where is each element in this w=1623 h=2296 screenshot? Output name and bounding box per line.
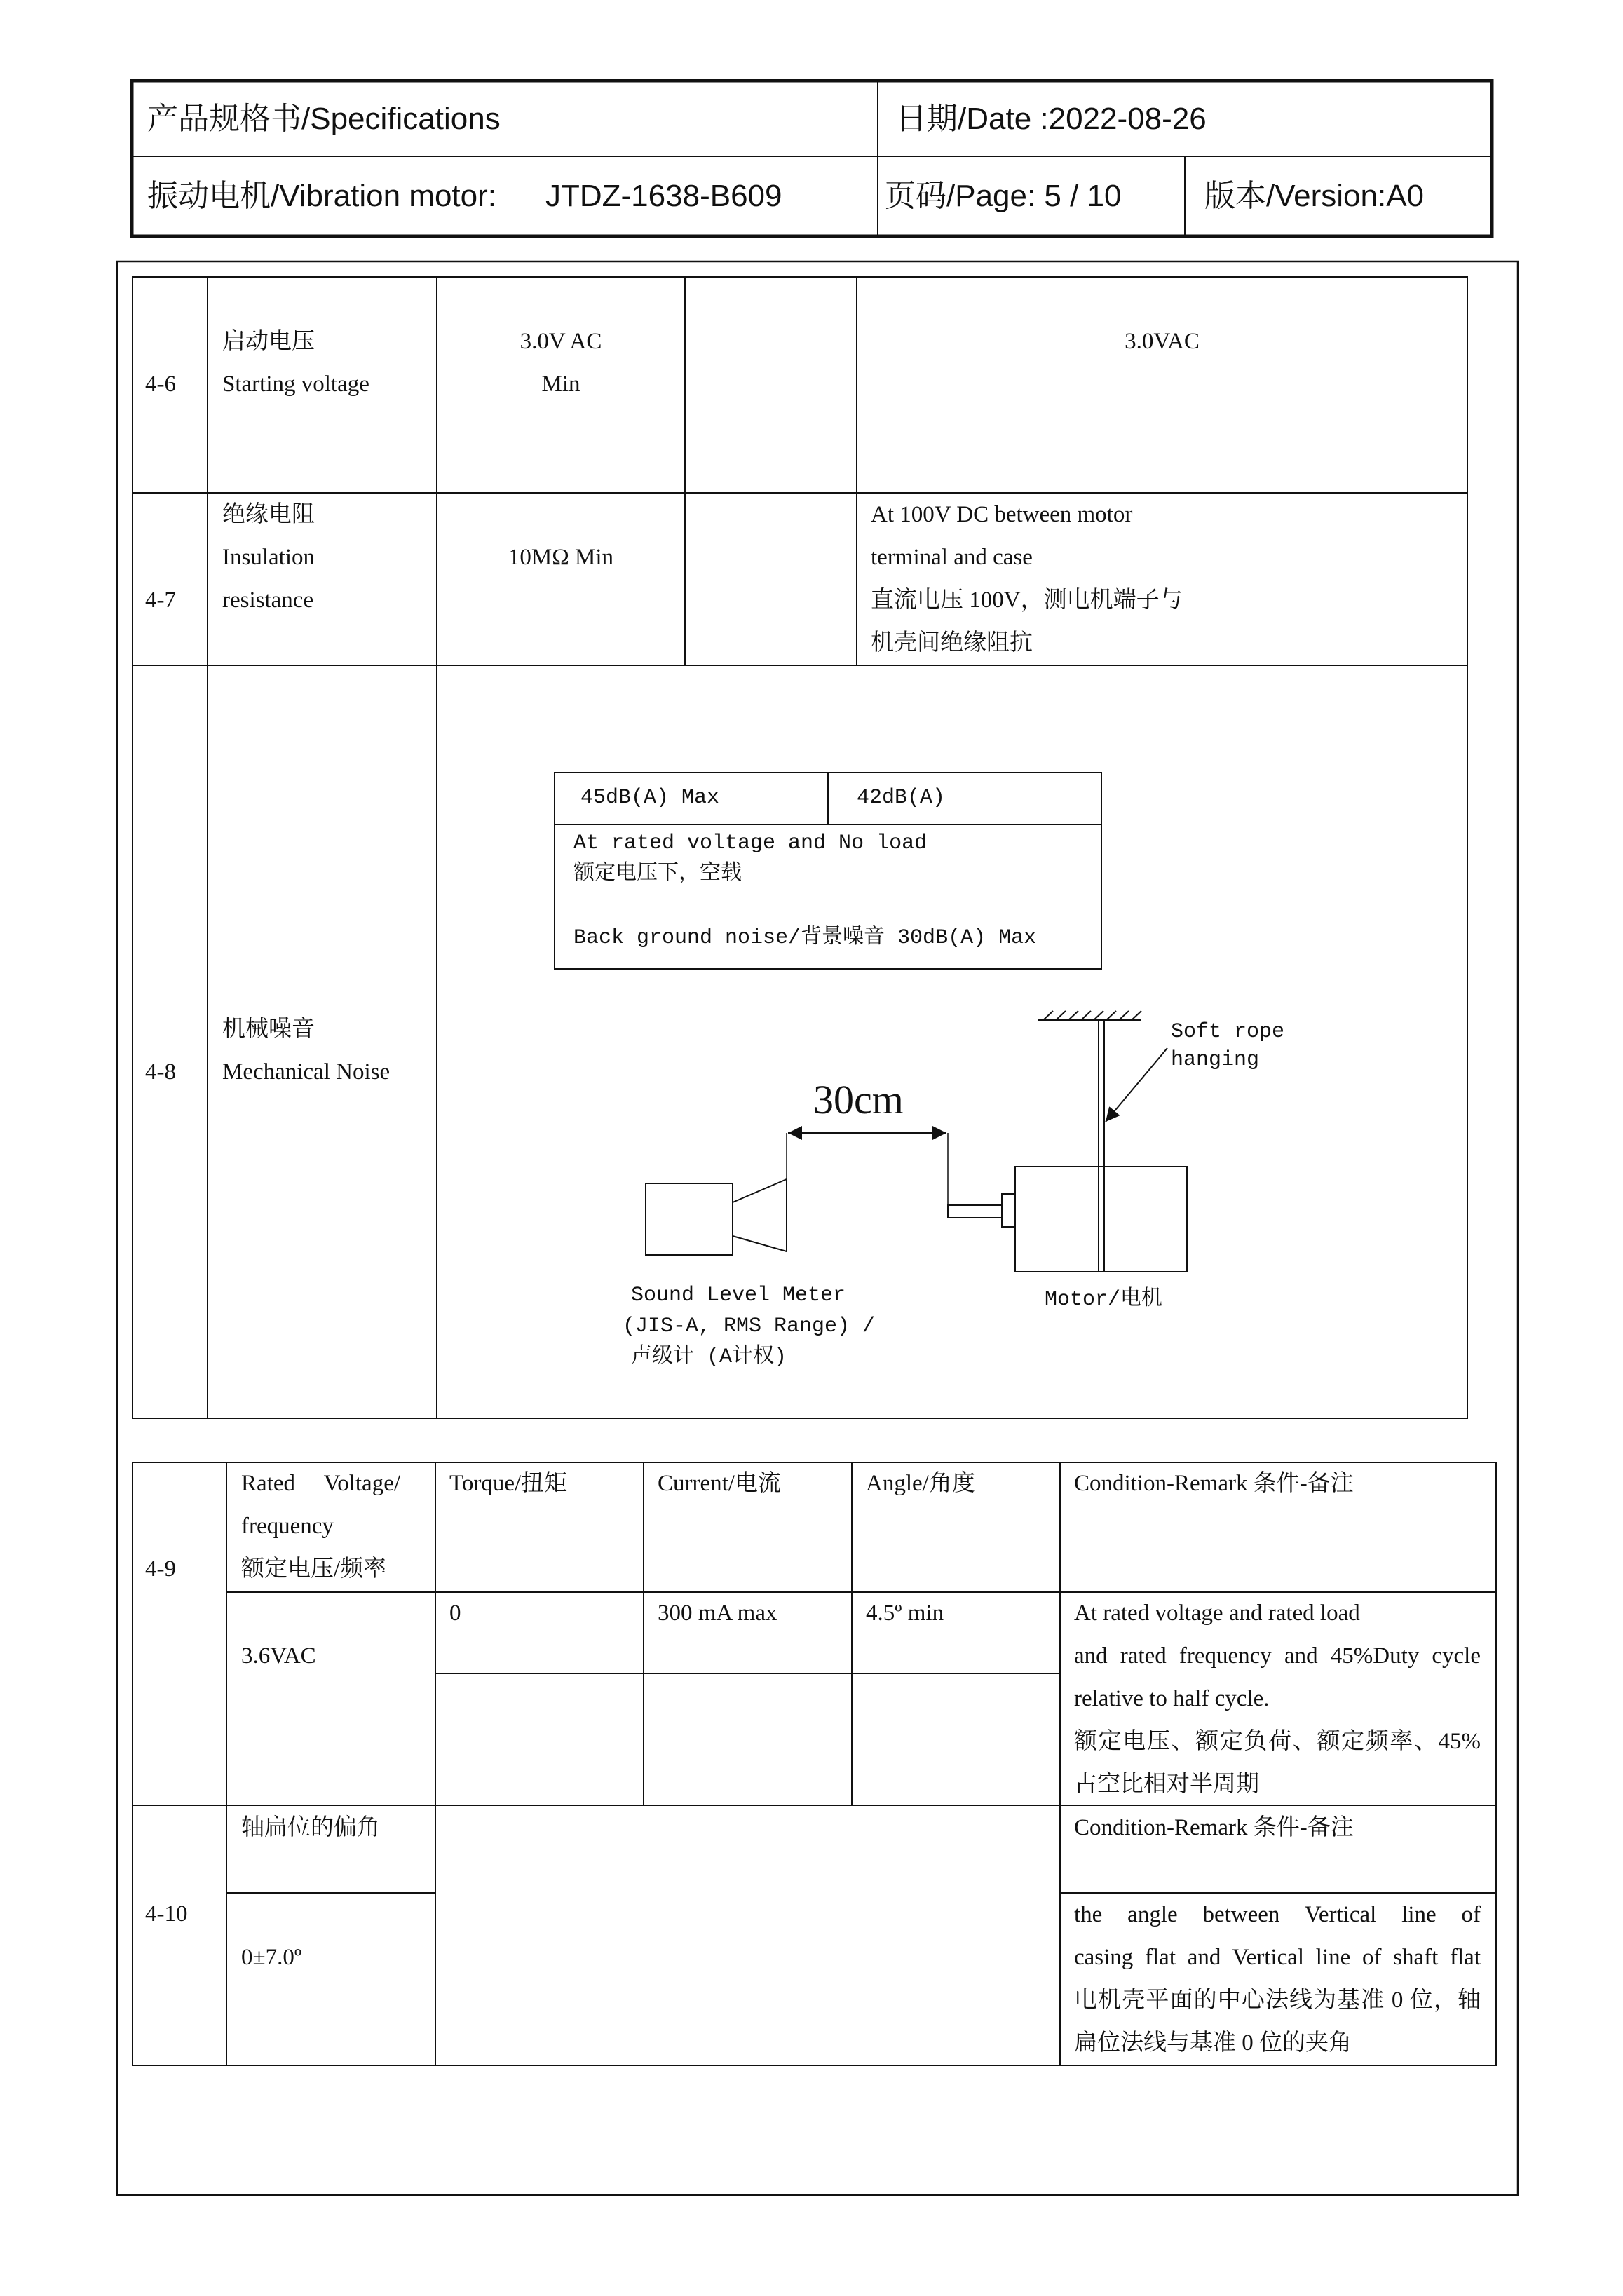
condition-4: 扁位法线与基准 0 位的夹角 bbox=[1074, 2030, 1352, 2056]
item-number: 4-10 bbox=[145, 1901, 188, 1927]
background-noise-note: Back ground noise/背景噪音 30dB(A) Max bbox=[573, 926, 1037, 950]
condition-1: the angle between Vertical line of bbox=[1074, 1902, 1481, 1927]
rated-voltage-value: 3.6VAC bbox=[241, 1643, 316, 1669]
current-value: 300 mA max bbox=[658, 1601, 777, 1626]
header-current: Current/电流 bbox=[658, 1471, 781, 1496]
condition-2: casing flat and Vertical line of shaft flat bbox=[1074, 1945, 1481, 1970]
condition-5: 占空比相对半周期 bbox=[1074, 1772, 1259, 1797]
item-name-en: Starting voltage bbox=[222, 372, 369, 397]
condition-3: 电机壳平面的中心法线为基准 0 位，轴 bbox=[1074, 1988, 1481, 2013]
noise-note-cn: 额定电压下，空载 bbox=[573, 862, 742, 886]
header-voltage-2: frequency bbox=[241, 1514, 334, 1539]
product-name: 振动电机/Vibration motor: bbox=[147, 179, 497, 213]
hanging-label: hanging bbox=[1171, 1048, 1260, 1072]
item-number: 4-7 bbox=[145, 587, 176, 613]
distance-label: 30cm bbox=[813, 1077, 904, 1122]
angle-value: 4.5º min bbox=[866, 1601, 944, 1626]
doc-version: 版本/Version:A0 bbox=[1204, 179, 1425, 213]
condition-4: 额定电压、额定负荷、额定频率、45% bbox=[1074, 1729, 1481, 1754]
motor-label: Motor/电机 bbox=[1045, 1288, 1163, 1312]
header-torque: Torque/扭矩 bbox=[449, 1471, 568, 1496]
sound-meter-label: Sound Level Meter bbox=[631, 1284, 846, 1307]
header-condition: Condition-Remark 条件-备注 bbox=[1074, 1471, 1354, 1496]
item-condition: 3.0VAC bbox=[1125, 329, 1200, 354]
page-number: 页码/Page: 5 / 10 bbox=[885, 179, 1122, 213]
item-condition-2: terminal and case bbox=[871, 545, 1033, 570]
header-condition: Condition-Remark 条件-备注 bbox=[1074, 1815, 1354, 1840]
item-name-en: Mechanical Noise bbox=[222, 1059, 391, 1085]
item-condition-3: 直流电压 100V，测电机端子与 bbox=[871, 587, 1183, 613]
noise-spec-typical: 42dB(A) bbox=[857, 786, 946, 810]
doc-date: 日期/Date :2022-08-26 bbox=[896, 102, 1207, 136]
sound-meter-spec: (JIS-A, RMS Range) / bbox=[623, 1315, 876, 1338]
header-voltage-3: 额定电压/频率 bbox=[241, 1556, 387, 1582]
item-value: 10MΩ Min bbox=[508, 545, 614, 570]
condition-1: At rated voltage and rated load bbox=[1074, 1601, 1360, 1626]
item-number: 4-8 bbox=[145, 1059, 176, 1085]
noise-spec-max: 45dB(A) Max bbox=[580, 786, 720, 810]
item-value-qualifier: Min bbox=[541, 372, 580, 397]
model-number: JTDZ-1638-B609 bbox=[545, 179, 782, 213]
item-name-en-2: resistance bbox=[222, 587, 314, 613]
item-condition-1: At 100V DC between motor bbox=[871, 502, 1133, 527]
condition-2: and rated frequency and 45%Duty cycle bbox=[1074, 1643, 1481, 1669]
item-name-en: Insulation bbox=[222, 545, 315, 570]
item-number: 4-6 bbox=[145, 372, 176, 397]
item-name-cn: 机械噪音 bbox=[222, 1017, 315, 1042]
header-name: 轴扁位的偏角 bbox=[241, 1815, 380, 1840]
torque-value: 0 bbox=[449, 1601, 461, 1626]
item-value: 3.0V AC bbox=[520, 329, 602, 354]
item-name-cn: 绝缘电阻 bbox=[222, 502, 315, 527]
condition-3: relative to half cycle. bbox=[1074, 1686, 1270, 1711]
noise-note-en: At rated voltage and No load bbox=[573, 831, 928, 855]
item-condition-4: 机壳间绝缘阻抗 bbox=[871, 630, 1033, 655]
doc-title: 产品规格书/Specifications bbox=[147, 102, 501, 136]
header-voltage-1: Rated Voltage/ bbox=[241, 1471, 401, 1496]
item-number: 4-9 bbox=[145, 1556, 176, 1582]
sound-meter-label-cn: 声级计 (A计权) bbox=[631, 1345, 787, 1369]
soft-rope-label: Soft rope bbox=[1171, 1020, 1285, 1044]
flat-angle-value: 0±7.0º bbox=[241, 1945, 302, 1970]
header-angle: Angle/角度 bbox=[866, 1471, 975, 1496]
item-name-cn: 启动电压 bbox=[222, 329, 315, 354]
